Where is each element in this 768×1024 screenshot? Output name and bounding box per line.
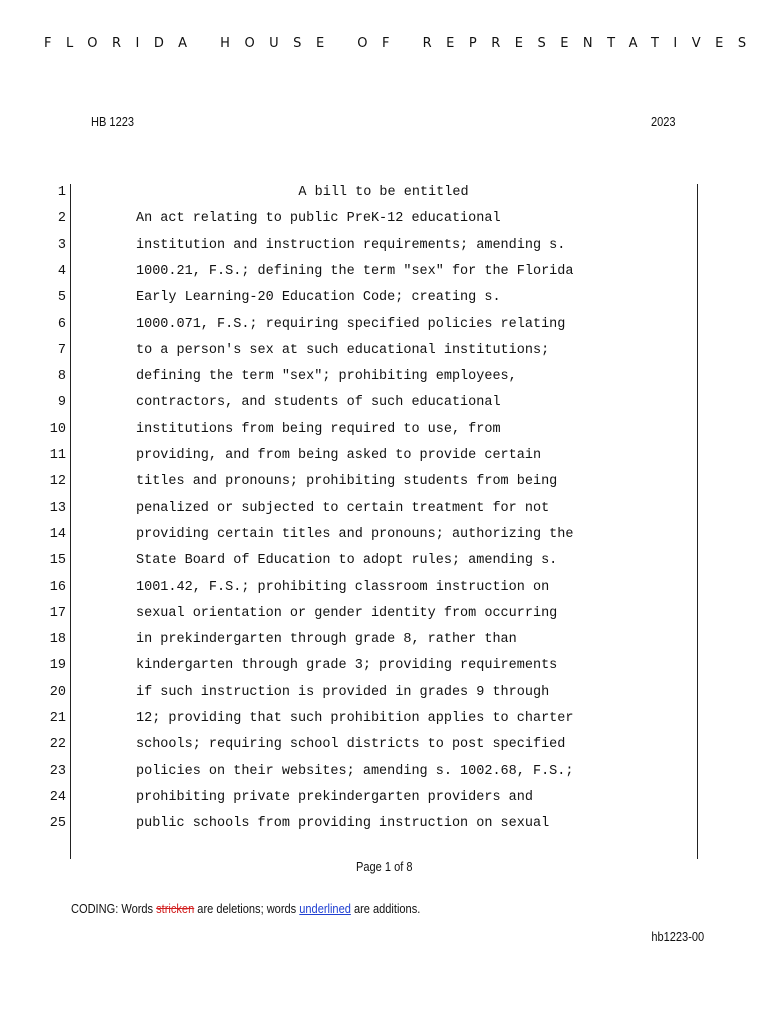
- line-number: 14: [49, 526, 66, 542]
- line-number: 17: [49, 605, 66, 621]
- stricken-example: stricken: [156, 901, 195, 916]
- bill-line: [0, 317, 768, 343]
- bill-year: 2023: [651, 114, 676, 129]
- bill-line: [0, 685, 768, 711]
- line-number: 21: [49, 711, 66, 726]
- bill-line: [0, 527, 768, 553]
- line-number: 7: [57, 342, 66, 358]
- line-number: 24: [49, 789, 66, 805]
- bill-line: [0, 422, 768, 448]
- line-text: institution and instruction requirements; amending s.: [136, 237, 566, 253]
- coding-prefix: CODING: Words: [71, 901, 157, 916]
- bill-line: [0, 580, 768, 606]
- line-text: State Board of Education to adopt rules; amending s.: [136, 553, 558, 569]
- document-code: hb1223-00: [651, 929, 704, 944]
- bill-line: [0, 448, 768, 474]
- line-text: public schools from providing instruction on sexual: [136, 816, 550, 832]
- line-number: 11: [49, 448, 66, 463]
- line-text: penalized or subjected to certain treatment for not: [136, 500, 550, 516]
- line-text: 12; providing that such prohibition applies to charter: [136, 711, 574, 726]
- line-text: in prekindergarten through grade 8, rather than: [136, 632, 517, 648]
- line-number: 25: [49, 816, 66, 832]
- line-number: 19: [49, 658, 66, 674]
- line-text: providing, and from being asked to provide certain: [136, 448, 542, 463]
- line-number: 6: [57, 316, 66, 332]
- line-number: 9: [57, 395, 66, 411]
- bill-line: [0, 816, 768, 842]
- coding-legend: [71, 901, 420, 916]
- chamber-title: FLORIDA HOUSE OF REPRESENTATIVES: [44, 36, 761, 51]
- bill-number: HB 1223: [91, 114, 135, 129]
- line-text: sexual orientation or gender identity from occurring: [136, 605, 558, 621]
- bill-line: [0, 737, 768, 763]
- line-text: Early Learning-20 Education Code; creating s.: [136, 290, 501, 306]
- line-text: 1001.42, F.S.; prohibiting classroom instruction on: [136, 579, 550, 595]
- bill-line: [0, 790, 768, 816]
- line-text: providing certain titles and pronouns; authorizing the: [136, 526, 574, 542]
- line-number: 2: [57, 211, 66, 227]
- line-text: 1000.071, F.S.; requiring specified policies relating: [136, 316, 566, 332]
- bill-line: [0, 369, 768, 395]
- line-number: 16: [49, 579, 66, 595]
- line-text: 1000.21, F.S.; defining the term "sex" for the Florida: [136, 263, 574, 279]
- line-text: kindergarten through grade 3; providing requirements: [136, 658, 558, 674]
- line-text: A bill to be entitled: [298, 185, 469, 200]
- page-number: Page 1 of 8: [355, 859, 413, 874]
- line-text: contractors, and students of such educational: [136, 395, 501, 411]
- line-text: prohibiting private prekindergarten providers and: [136, 789, 533, 805]
- bill-line: [0, 553, 768, 579]
- line-number: 10: [49, 421, 66, 437]
- bill-line: [0, 185, 768, 211]
- line-text: schools; requiring school districts to post specified: [136, 737, 566, 753]
- line-number: 3: [57, 237, 66, 253]
- coding-middle: are deletions; words: [194, 901, 300, 916]
- line-number: 12: [49, 474, 66, 490]
- line-text: if such instruction is provided in grades 9 through: [136, 684, 550, 700]
- line-text: An act relating to public PreK-12 educational: [136, 211, 501, 227]
- line-text: policies on their websites; amending s. 1002.68, F.S.;: [136, 763, 574, 779]
- bill-line: [0, 290, 768, 316]
- line-text: institutions from being required to use, from: [136, 421, 501, 437]
- line-number: 13: [49, 500, 66, 516]
- line-text: to a person's sex at such educational institutions;: [136, 342, 550, 358]
- line-number: 20: [49, 684, 66, 700]
- underlined-example: underlined: [299, 901, 351, 916]
- bill-line: [0, 658, 768, 684]
- line-number: 22: [49, 737, 66, 753]
- bill-line: [0, 343, 768, 369]
- line-number: 18: [49, 632, 66, 648]
- bill-line: [0, 474, 768, 500]
- line-text: defining the term "sex"; prohibiting employees,: [136, 369, 517, 385]
- line-number: 8: [57, 369, 66, 385]
- line-text: titles and pronouns; prohibiting students from being: [136, 474, 558, 490]
- bill-line: [0, 632, 768, 658]
- line-number: 4: [57, 263, 66, 279]
- bill-line: [0, 501, 768, 527]
- line-number: 15: [49, 553, 66, 569]
- bill-line: [0, 764, 768, 790]
- line-number: 23: [49, 763, 66, 779]
- bill-line: [0, 606, 768, 632]
- line-number: 5: [57, 290, 66, 306]
- bill-line: [0, 711, 768, 737]
- bill-line: [0, 211, 768, 237]
- bill-line: [0, 238, 768, 264]
- line-number: 1: [57, 185, 66, 200]
- bill-line: [0, 395, 768, 421]
- bill-line: [0, 264, 768, 290]
- coding-suffix: are additions.: [350, 901, 421, 916]
